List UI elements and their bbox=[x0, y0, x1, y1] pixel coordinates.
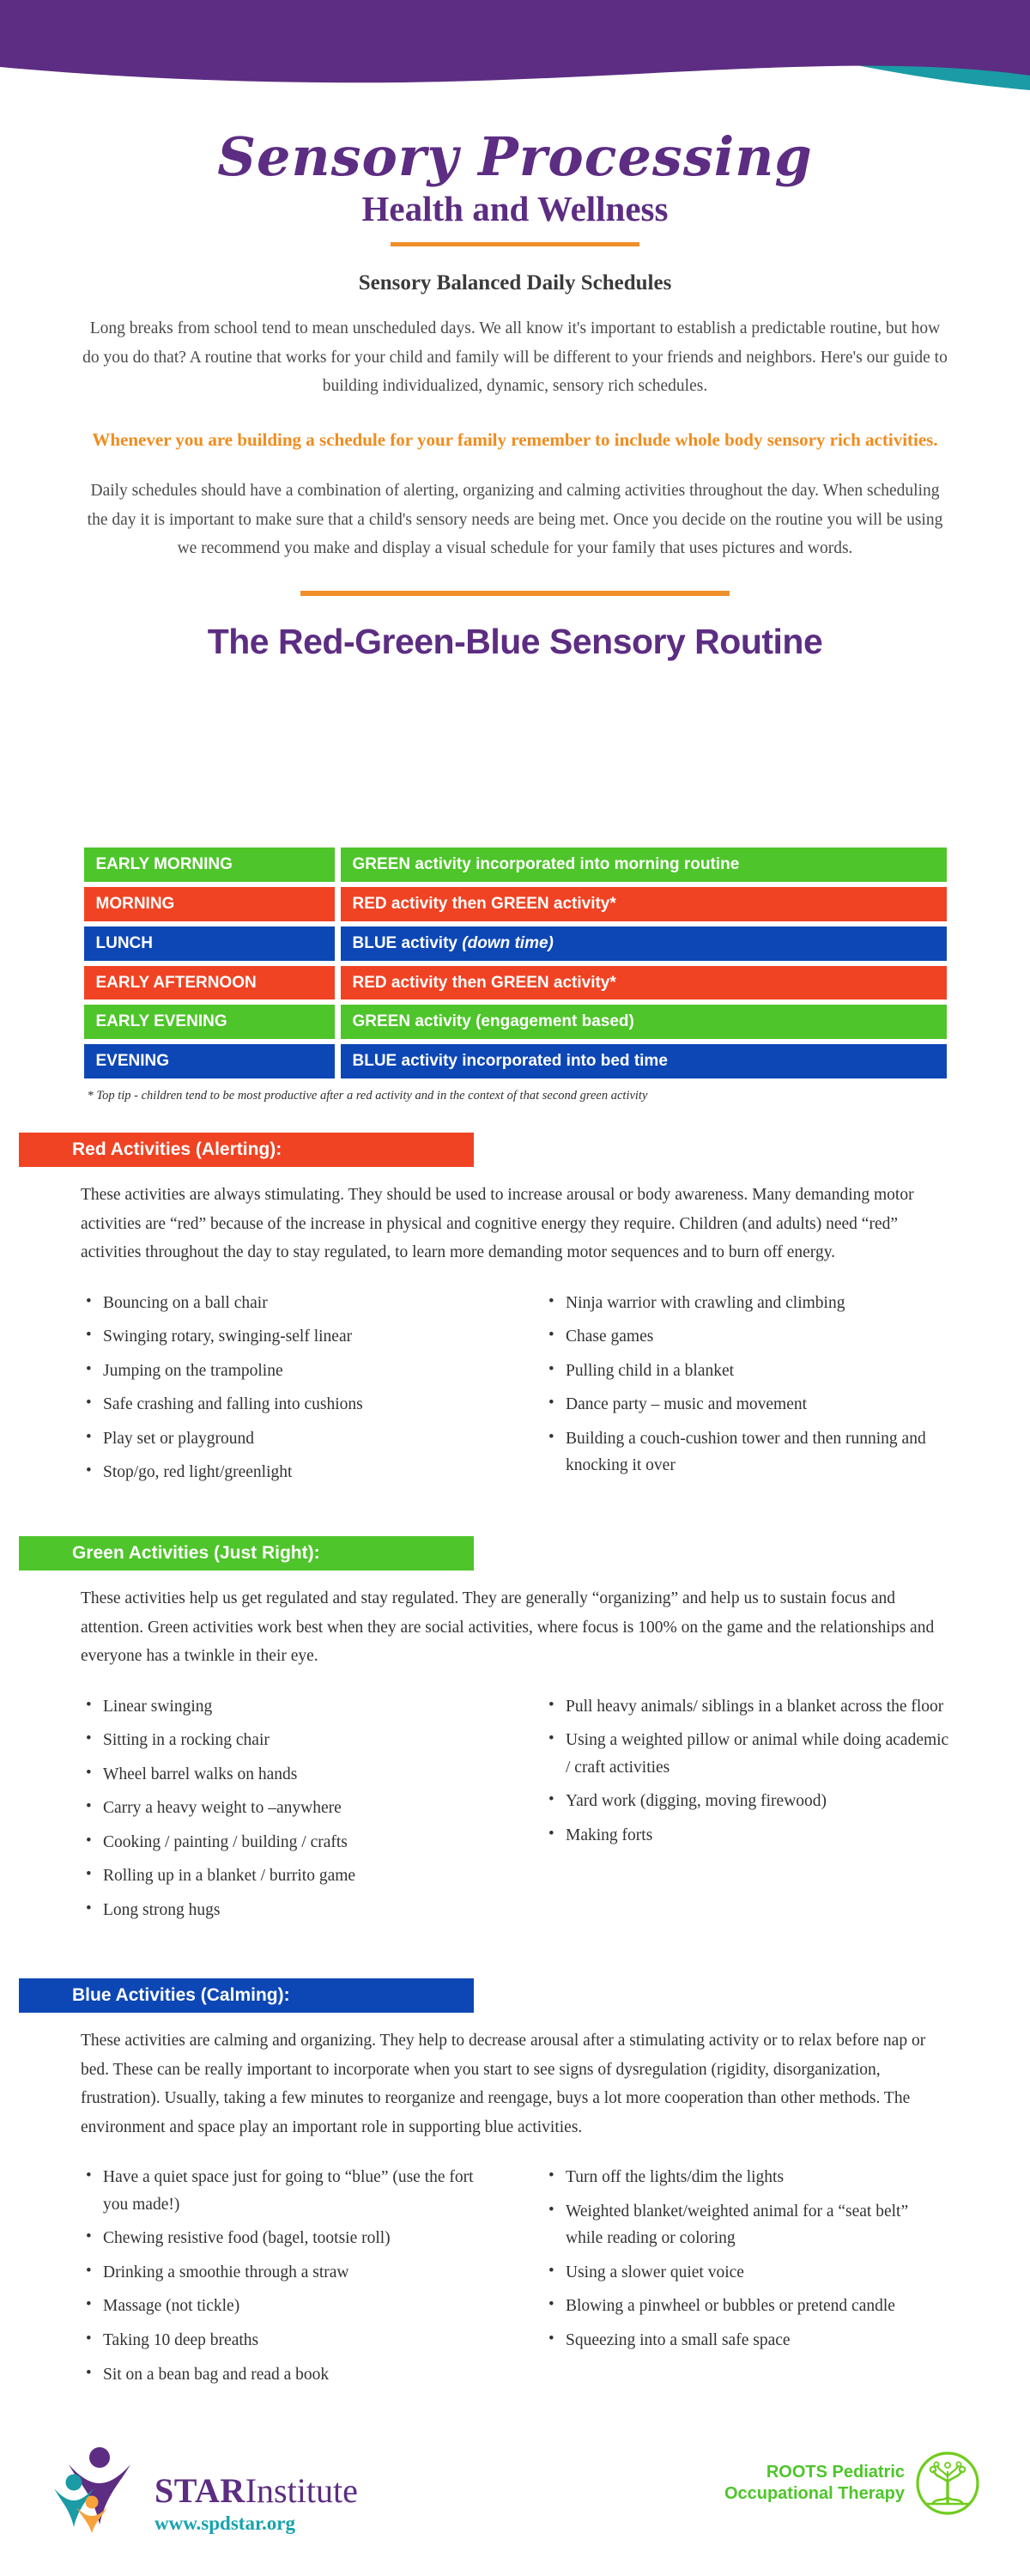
routine-footnote: * Top tip - children tend to be most productive after a red activity and in the context of that second green activity bbox=[87, 1089, 648, 1103]
green-activities-description: These activities help us get regulated and stay regulated. They are generally “organizing” and help us to sustain focus and attention. Green activities work best when they are social activities, where focus is 100% on the game and the relationships and everyone has a twinkle in their eye. bbox=[81, 1589, 935, 1666]
table-row bbox=[84, 887, 947, 921]
list-item: • Building a couch-cushion tower and then running and knocking it over bbox=[543, 1425, 949, 1479]
list-item: • Blowing a pinwheel or bubbles or pretend candle bbox=[543, 2293, 949, 2320]
red-activities-section bbox=[0, 1133, 1030, 1493]
page-title-subtitle: Health and Wellness bbox=[361, 189, 669, 229]
star-institute-logo-block[interactable] bbox=[53, 2442, 358, 2535]
list-item: • Weighted blanket/weighted animal for a “seat belt” while reading or coloring bbox=[543, 2198, 949, 2252]
routine-activity-value: GREEN activity incorporated into morning routine bbox=[341, 848, 947, 882]
title-divider bbox=[391, 242, 639, 246]
star-institute-url[interactable]: www.spdstar.org bbox=[154, 2512, 296, 2534]
routine-activity-value: RED activity then GREEN activity* bbox=[341, 887, 947, 921]
list-item: • Yard work (digging, moving firewood) bbox=[543, 1788, 949, 1815]
list-item: • Stop/go, red light/greenlight bbox=[81, 1459, 487, 1486]
table-row bbox=[84, 966, 947, 1000]
red-activities-description: These activities are always stimulating. They should be used to increase arousal or body awareness. Many demanding motor activities are “red” because of the increase in physical and cognitive energy they require. Children (and adults) need “red” activities throughout the day to stay regulated, to learn more demanding motor sequences and to burn off energy. bbox=[81, 1186, 914, 1262]
table-row bbox=[84, 1044, 947, 1078]
routine-time-label: EARLY AFTERNOON bbox=[84, 966, 335, 1000]
list-item: • Squeezing into a small safe space bbox=[543, 2327, 949, 2354]
routine-title: The Red-Green-Blue Sensory Routine bbox=[207, 621, 823, 661]
page-title-script: Sensory Processing bbox=[217, 125, 813, 188]
list-item: • Sitting in a rocking chair bbox=[81, 1727, 487, 1754]
list-item: • Linear swinging bbox=[81, 1693, 487, 1721]
routine-activity-emphasis: (down time) bbox=[462, 933, 554, 952]
list-item: • Rolling up in a blanket / burrito game bbox=[81, 1862, 487, 1890]
list-item: • Massage (not tickle) bbox=[81, 2293, 487, 2320]
routine-time-label: EARLY MORNING bbox=[84, 848, 335, 882]
list-item: • Wheel barrel walks on hands bbox=[81, 1761, 487, 1789]
blue-activities-lists bbox=[81, 2164, 949, 2395]
list-item: • Making forts bbox=[543, 1822, 949, 1850]
green-activities-tag: Green Activities (Just Right): bbox=[19, 1536, 474, 1571]
green-activities-lists bbox=[81, 1693, 949, 1931]
red-activities-lists bbox=[81, 1290, 949, 1493]
list-item: • Chase games bbox=[543, 1323, 949, 1351]
green-activities-right-column bbox=[511, 1693, 949, 1931]
red-activities-tag: Red Activities (Alerting): bbox=[19, 1133, 474, 1167]
table-row bbox=[84, 1005, 947, 1039]
routine-time-label: EARLY EVENING bbox=[84, 1005, 335, 1039]
list-item: • Pull heavy animals/ siblings in a blanket across the floor bbox=[543, 1693, 949, 1721]
routine-activity-value: GREEN activity (engagement based) bbox=[341, 1005, 947, 1039]
routine-table bbox=[84, 848, 947, 1078]
red-activities-right-column bbox=[511, 1290, 949, 1493]
routine-activity-value: BLUE activity incorporated into bed time bbox=[341, 1044, 947, 1078]
routine-table-block bbox=[0, 820, 1030, 1103]
green-activities-section bbox=[0, 1536, 1030, 1931]
list-item: • Long strong hugs bbox=[81, 1897, 487, 1924]
intro-block bbox=[0, 249, 1030, 662]
list-item: • Safe crashing and falling into cushions bbox=[81, 1391, 487, 1419]
roots-pediatric-line-1: ROOTS Pediatric bbox=[766, 2463, 905, 2482]
blue-activities-description: These activities are calming and organizing. They help to decrease arousal after a stimulating activity or to relax before nap or bed. These can be really important to incorporate when you start to see signs of dysregulation (rigidity, disorganization, frustration). Usually, taking a few minutes to reorganize and reengage, buys a lot more cooperation than other methods. The environment and space play an important role in supporting blue activities. bbox=[81, 2032, 926, 2136]
star-institute-name-bold: STAR bbox=[154, 2471, 245, 2510]
list-item: • Swinging rotary, swinging-self linear bbox=[81, 1323, 487, 1351]
list-item: • Chewing resistive food (bagel, tootsie roll) bbox=[81, 2225, 487, 2252]
routine-time-label: LUNCH bbox=[84, 927, 335, 961]
routine-activity-value: RED activity then GREEN activity* bbox=[341, 966, 947, 1000]
list-item: • Using a slower quiet voice bbox=[543, 2259, 949, 2287]
blue-activities-left-column bbox=[81, 2164, 487, 2395]
green-activities-left-column bbox=[81, 1693, 487, 1931]
list-item: • Cooking / painting / building / crafts bbox=[81, 1829, 487, 1856]
list-item: • Using a weighted pillow or animal while doing academic / craft activities bbox=[543, 1727, 949, 1781]
list-item: • Drinking a smoothie through a straw bbox=[81, 2259, 487, 2287]
list-item: • Turn off the lights/dim the lights bbox=[543, 2164, 949, 2191]
routine-time-label: EVENING bbox=[84, 1044, 335, 1078]
routine-time-label: MORNING bbox=[84, 887, 335, 921]
roots-pediatric-logo-block[interactable] bbox=[724, 2451, 980, 2516]
list-item: • Jumping on the trampoline bbox=[81, 1358, 487, 1385]
list-item: • Taking 10 deep breaths bbox=[81, 2327, 487, 2354]
list-item: • Bouncing on a ball chair bbox=[81, 1290, 487, 1317]
purple-wave-shape bbox=[0, 0, 1030, 82]
intro-paragraph: Long breaks from school tend to mean unscheduled days. We all know it's important to establish a predictable routine, but how do you do that? A routine that works for your child and family will be different to your friends and neighbors. Here's our guide to building individualized, dynamic, sensory rich schedules. bbox=[82, 319, 948, 396]
blue-activities-right-column bbox=[511, 2164, 949, 2395]
blue-activities-section bbox=[0, 1978, 1030, 2395]
star-institute-name-rest: Institute bbox=[245, 2471, 358, 2510]
blue-activities-tag: Blue Activities (Calming): bbox=[19, 1978, 474, 2013]
table-row bbox=[84, 927, 947, 961]
roots-pediatric-line-2: Occupational Therapy bbox=[724, 2484, 905, 2503]
page-title-block bbox=[0, 125, 1030, 246]
roots-tree-icon bbox=[915, 2451, 980, 2516]
list-item: • Have a quiet space just for going to “blue” (use the fort you made!) bbox=[81, 2164, 487, 2218]
routine-divider bbox=[300, 591, 730, 596]
star-institute-name bbox=[154, 2471, 358, 2510]
list-item: • Dance party – music and movement bbox=[543, 1391, 949, 1419]
roots-pediatric-text-block bbox=[724, 2462, 905, 2505]
star-institute-text-block bbox=[154, 2471, 358, 2535]
routine-activity-main: BLUE activity bbox=[352, 933, 463, 952]
red-activities-left-column bbox=[81, 1290, 487, 1493]
list-item: • Carry a heavy weight to –anywhere bbox=[81, 1795, 487, 1822]
table-row bbox=[84, 848, 947, 882]
routine-activity-value bbox=[341, 927, 947, 961]
list-item: • Sit on a bean bag and read a book bbox=[81, 2361, 487, 2389]
list-item: • Ninja warrior with crawling and climbing bbox=[543, 1290, 949, 1317]
list-item: • Pulling child in a blanket bbox=[543, 1358, 949, 1385]
star-institute-people-icon bbox=[53, 2442, 149, 2535]
intro-heading: Sensory Balanced Daily Schedules bbox=[358, 271, 672, 295]
intro-callout: Whenever you are building a schedule for your family remember to include whole body sensory rich activities. bbox=[92, 428, 938, 450]
intro-paragraph-2: Daily schedules should have a combination of alerting, organizing and calming activities throughout the day. When scheduling the day it is important to make sure that a child's sensory needs are being met. Once you decide on the routine you will be using we recommend you make and display a visual schedule for your family that uses pictures and words. bbox=[87, 482, 943, 558]
list-item: • Play set or playground bbox=[81, 1425, 487, 1453]
page-footer bbox=[0, 2404, 1030, 2576]
